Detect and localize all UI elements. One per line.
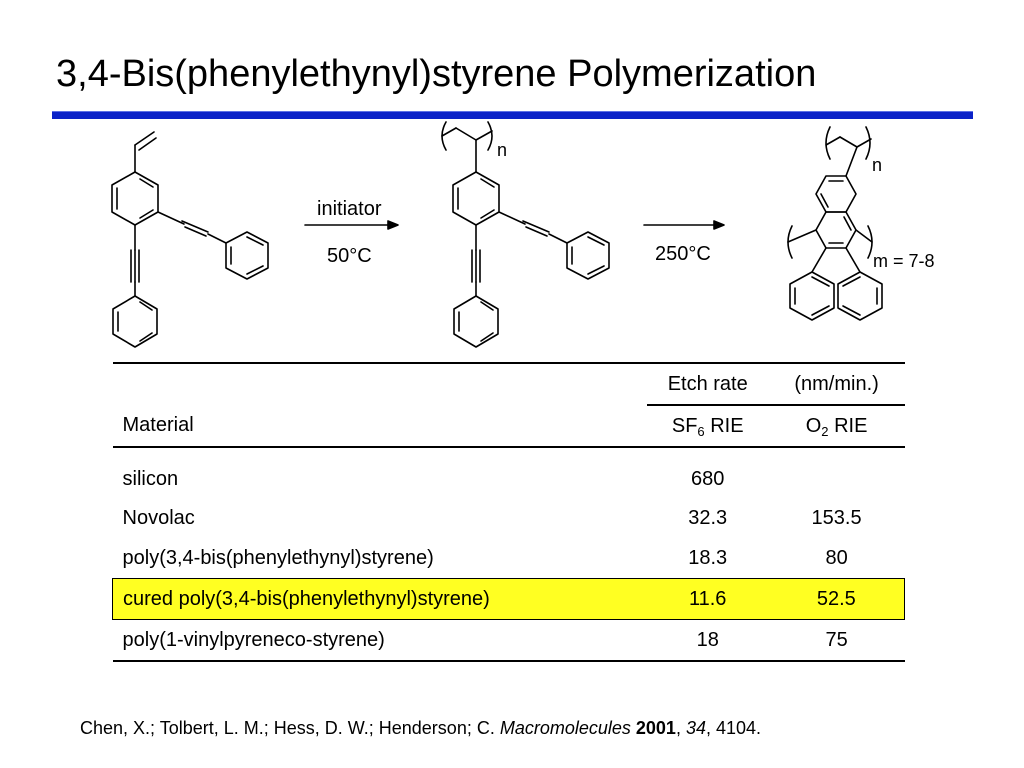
o2-value-cell: 153.5	[811, 506, 862, 529]
o2-subscript: 2	[821, 423, 829, 439]
spacer-cell	[113, 447, 905, 460]
cured-repeat-n: n	[872, 155, 883, 175]
table-header-row	[113, 405, 905, 447]
sf6-value-cell: 18	[647, 620, 769, 662]
sf6-subscript: 6	[697, 423, 705, 439]
citation-authors: Chen, X.; Tolbert, L. M.; Hess, D. W.; Henderson; C.	[80, 718, 500, 738]
table-row	[113, 498, 905, 538]
sf6-value-cell: 680	[691, 467, 725, 490]
units-header: (nm/min.)	[769, 363, 905, 405]
sf6-prefix: SF	[671, 414, 698, 437]
step1-temperature-label: 50°C	[327, 245, 372, 267]
table-header-group-row	[113, 363, 905, 405]
etch-rate-table	[112, 362, 905, 662]
citation-journal: Macromolecules	[499, 718, 631, 738]
material-cell: Novolac	[122, 506, 195, 529]
sf6-rie-header	[647, 405, 769, 447]
polymer-structure	[442, 122, 609, 347]
table-row	[113, 460, 905, 498]
etch-rate-header: Etch rate	[647, 363, 769, 405]
material-cell: cured poly(3,4-bis(phenylethynyl)styrene)	[113, 579, 647, 620]
sf6-value-cell: 18.3	[688, 546, 728, 569]
material-cell: poly(3,4-bis(phenylethynyl)styrene)	[122, 546, 434, 569]
citation-volume: 34	[685, 718, 706, 738]
material-header: Material	[113, 405, 647, 447]
table-spacer-row	[113, 447, 905, 460]
initiator-label: initiator	[317, 198, 382, 220]
monomer-structure	[112, 132, 268, 347]
page-title: 3,4-Bis(phenylethynyl)styrene Polymerization	[56, 53, 817, 95]
cured-product-structure	[788, 127, 882, 320]
o2-suffix: RIE	[828, 414, 868, 437]
o2-value-cell: 52.5	[769, 579, 905, 620]
o2-value-cell	[769, 460, 905, 498]
m-value-label: m = 7-8	[873, 251, 935, 271]
table-row	[113, 538, 905, 579]
o2-value-cell: 80	[825, 546, 848, 569]
material-cell: silicon	[122, 467, 179, 490]
sf6-suffix: RIE	[704, 414, 744, 437]
reaction-scheme	[0, 0, 1024, 360]
header-blank-cell	[113, 363, 647, 405]
citation-year: 2001	[635, 718, 676, 738]
citation	[80, 716, 960, 740]
o2-rie-header	[769, 405, 905, 447]
o2-value-cell: 75	[769, 620, 905, 662]
reaction-scheme-drawing	[0, 0, 1024, 360]
table-row	[113, 620, 905, 662]
step2-temperature-label: 250°C	[655, 243, 711, 265]
citation-separator: ,	[675, 718, 686, 738]
o2-prefix: O	[805, 414, 822, 437]
polymer-repeat-n: n	[497, 140, 508, 160]
citation-pages: , 4104.	[705, 718, 762, 738]
material-cell: poly(1-vinylpyreneco-styrene)	[113, 620, 647, 662]
sf6-value-cell: 11.6	[647, 579, 769, 620]
highlighted-table-row	[113, 579, 905, 620]
sf6-value-cell: 32.3	[688, 506, 728, 529]
